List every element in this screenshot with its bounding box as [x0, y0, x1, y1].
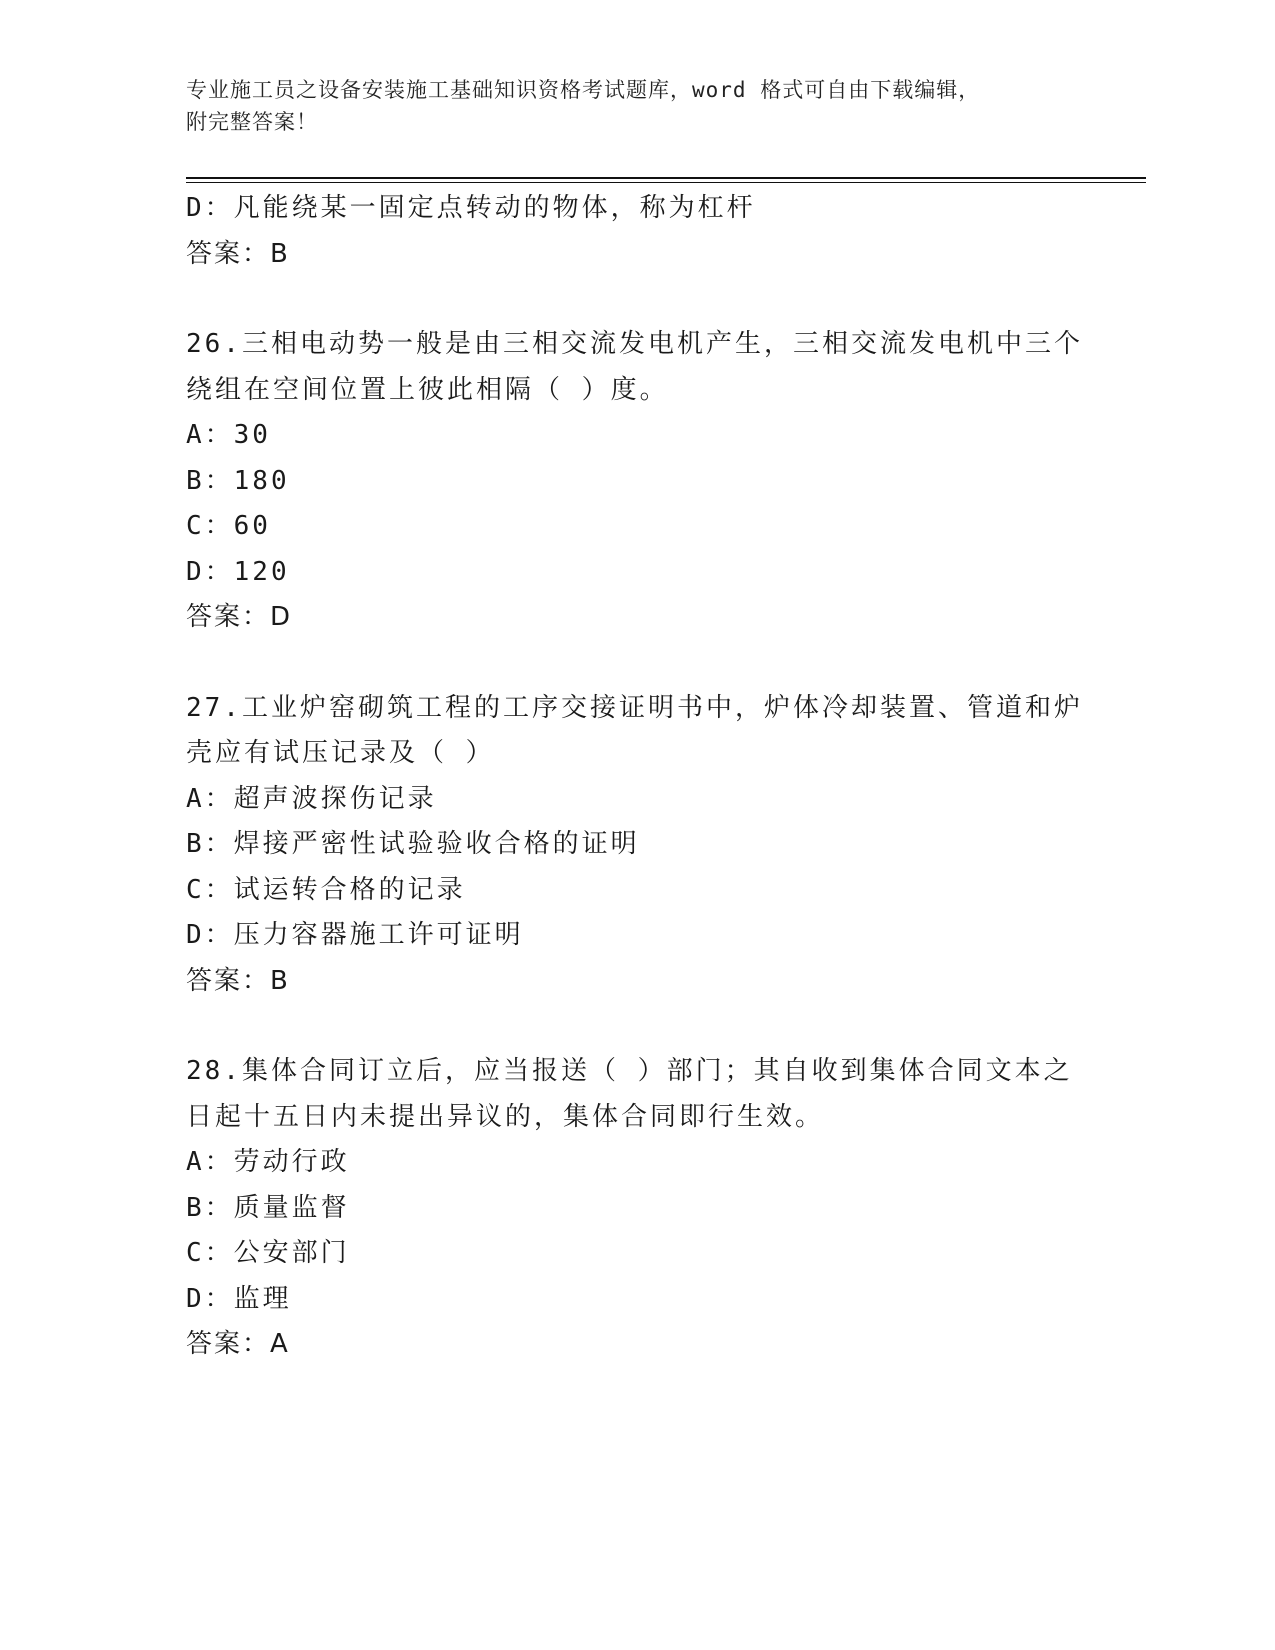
option-d: D：凡能绕某一固定点转动的物体，称为杠杆 — [186, 193, 756, 223]
document-header — [186, 74, 1086, 138]
answer-line: 答案：D — [186, 602, 293, 632]
option-c: C：试运转合格的记录 — [186, 874, 466, 905]
header-divider-thin — [186, 182, 1146, 183]
header-line-1: 专业施工员之设备安装施工基础知识资格考试题库，word 格式可自由下载编辑， — [186, 78, 981, 102]
option-b: B：质量监督 — [186, 1192, 350, 1223]
option-d: D：监理 — [186, 1283, 292, 1314]
header-divider-thick — [186, 177, 1146, 179]
option-d: D：120 — [186, 556, 290, 587]
question-list — [186, 186, 1086, 1368]
option-b: B：焊接严密性试验验收合格的证明 — [186, 829, 640, 859]
question-stem-line-1: 27.工业炉窑砌筑工程的工序交接证明书中，炉体冷却装置、管道和炉 — [186, 692, 1083, 723]
answer-line: 答案：A — [186, 1329, 290, 1359]
option-c: C：公安部门 — [186, 1238, 350, 1268]
question-26 — [186, 322, 1086, 641]
question-stem-line-1: 28.集体合同订立后，应当报送（ ）部门；其自收到集体合同文本之 — [186, 1056, 1073, 1086]
option-b: B：180 — [186, 465, 290, 496]
question-28 — [186, 1049, 1086, 1368]
option-d: D：压力容器施工许可证明 — [186, 920, 524, 950]
option-c: C：60 — [186, 511, 271, 541]
answer-line: 答案：B — [186, 238, 290, 269]
question-27 — [186, 686, 1086, 1005]
answer-line: 答案：B — [186, 965, 290, 996]
header-line-2: 附完整答案！ — [186, 110, 318, 134]
question-stem-line-2: 壳应有试压记录及（ ） — [186, 738, 495, 768]
option-a: A：30 — [186, 420, 271, 450]
previous-question-tail — [186, 186, 1086, 277]
option-a: A：超声波探伤记录 — [186, 783, 437, 814]
question-stem-line-2: 绕组在空间位置上彼此相隔（ ）度。 — [186, 374, 669, 405]
option-a: A：劳动行政 — [186, 1147, 350, 1177]
question-stem-line-2: 日起十五日内未提出异议的，集体合同即行生效。 — [186, 1101, 825, 1132]
question-stem-line-1: 26.三相电动势一般是由三相交流发电机产生，三相交流发电机中三个 — [186, 329, 1083, 359]
